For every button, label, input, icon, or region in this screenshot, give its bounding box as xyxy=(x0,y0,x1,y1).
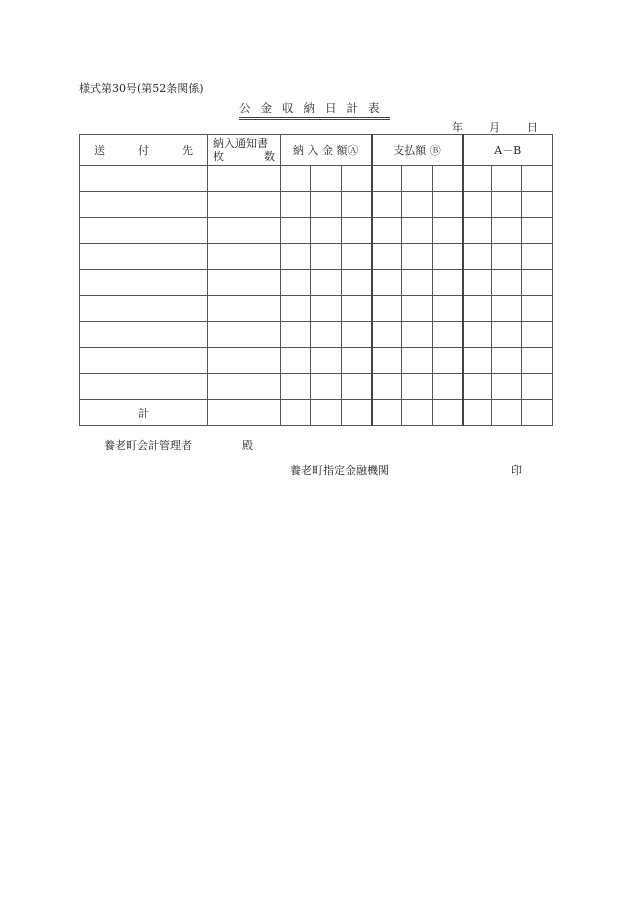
payment-amount-cell[interactable] xyxy=(311,270,342,296)
header-disbursement: 支払額 Ⓑ xyxy=(372,135,463,166)
destination-cell[interactable] xyxy=(80,192,208,218)
difference-cell[interactable] xyxy=(463,244,492,270)
destination-cell[interactable] xyxy=(80,322,208,348)
difference-cell[interactable] xyxy=(492,270,522,296)
notice-count-cell[interactable] xyxy=(208,400,281,426)
destination-cell[interactable] xyxy=(80,296,208,322)
payment-amount-cell[interactable] xyxy=(311,218,342,244)
notice-count-cell[interactable] xyxy=(208,270,281,296)
difference-cell[interactable] xyxy=(522,166,553,192)
disbursement-cell[interactable] xyxy=(372,348,402,374)
difference-cell[interactable] xyxy=(492,322,522,348)
disbursement-cell[interactable] xyxy=(433,322,463,348)
destination-cell[interactable] xyxy=(80,374,208,400)
table-row xyxy=(80,296,553,322)
disbursement-cell[interactable] xyxy=(402,374,433,400)
disbursement-cell[interactable] xyxy=(433,374,463,400)
header-text: 数 xyxy=(264,150,275,163)
disbursement-cell[interactable] xyxy=(402,166,433,192)
payment-amount-cell[interactable] xyxy=(311,374,342,400)
difference-cell[interactable] xyxy=(522,218,553,244)
header-destination xyxy=(80,135,208,166)
payment-amount-cell[interactable] xyxy=(311,192,342,218)
disbursement-cell[interactable] xyxy=(433,296,463,322)
disbursement-cell[interactable] xyxy=(402,348,433,374)
destination-cell[interactable] xyxy=(80,218,208,244)
payment-amount-cell[interactable] xyxy=(311,244,342,270)
difference-cell[interactable] xyxy=(522,244,553,270)
date-year: 年 xyxy=(452,121,463,134)
disbursement-cell[interactable] xyxy=(433,244,463,270)
disbursement-cell[interactable] xyxy=(402,322,433,348)
difference-cell[interactable] xyxy=(522,322,553,348)
payment-amount-cell[interactable] xyxy=(281,218,311,244)
seal-mark: 印 xyxy=(511,464,522,477)
payment-amount-cell[interactable] xyxy=(342,192,372,218)
payment-amount-cell[interactable] xyxy=(281,270,311,296)
difference-cell[interactable] xyxy=(492,348,522,374)
payment-amount-cell[interactable] xyxy=(311,348,342,374)
header-row xyxy=(80,135,553,166)
payment-amount-cell[interactable] xyxy=(281,374,311,400)
difference-cell[interactable] xyxy=(463,270,492,296)
table-row xyxy=(80,218,553,244)
payment-amount-cell[interactable] xyxy=(281,192,311,218)
payment-amount-cell[interactable] xyxy=(342,166,372,192)
difference-cell[interactable] xyxy=(463,400,492,426)
header-text: 送 xyxy=(94,144,105,157)
payment-amount-cell[interactable] xyxy=(342,270,372,296)
destination-cell[interactable] xyxy=(80,270,208,296)
header-text: 納入通知書 xyxy=(213,137,268,150)
disbursement-cell[interactable] xyxy=(372,400,402,426)
difference-cell[interactable] xyxy=(463,192,492,218)
difference-cell[interactable] xyxy=(492,374,522,400)
difference-cell[interactable] xyxy=(522,348,553,374)
difference-cell[interactable] xyxy=(492,400,522,426)
designated-bank: 養老町指定金融機関 xyxy=(290,464,389,477)
notice-count-cell[interactable] xyxy=(208,348,281,374)
payment-amount-cell[interactable] xyxy=(342,296,372,322)
payment-amount-cell[interactable] xyxy=(311,322,342,348)
total-row xyxy=(80,400,553,426)
payment-amount-cell[interactable] xyxy=(342,244,372,270)
payment-amount-cell[interactable] xyxy=(311,166,342,192)
payment-amount-cell[interactable] xyxy=(342,218,372,244)
table-row xyxy=(80,322,553,348)
notice-count-cell[interactable] xyxy=(208,296,281,322)
disbursement-cell[interactable] xyxy=(372,322,402,348)
payment-amount-cell[interactable] xyxy=(311,296,342,322)
notice-count-cell[interactable] xyxy=(208,192,281,218)
difference-cell[interactable] xyxy=(463,348,492,374)
disbursement-cell[interactable] xyxy=(402,270,433,296)
difference-cell[interactable] xyxy=(463,218,492,244)
payment-amount-cell[interactable] xyxy=(311,400,342,426)
payment-amount-cell[interactable] xyxy=(281,400,311,426)
header-text: 付 xyxy=(138,144,149,157)
payment-amount-cell[interactable] xyxy=(281,244,311,270)
disbursement-cell[interactable] xyxy=(433,400,463,426)
difference-cell[interactable] xyxy=(463,166,492,192)
payment-amount-cell[interactable] xyxy=(342,374,372,400)
total-label-cell: 計 xyxy=(80,400,208,426)
difference-cell[interactable] xyxy=(492,166,522,192)
header-notice-count xyxy=(208,135,281,166)
notice-count-cell[interactable] xyxy=(208,166,281,192)
date-day: 日 xyxy=(527,121,538,134)
payment-amount-cell[interactable] xyxy=(281,166,311,192)
disbursement-cell[interactable] xyxy=(372,192,402,218)
disbursement-cell[interactable] xyxy=(433,166,463,192)
disbursement-cell[interactable] xyxy=(372,270,402,296)
payment-amount-cell[interactable] xyxy=(281,296,311,322)
payment-amount-cell[interactable] xyxy=(342,322,372,348)
header-payment-amount: 納 入 金 額Ⓐ xyxy=(281,135,372,166)
notice-count-cell[interactable] xyxy=(208,218,281,244)
table-row xyxy=(80,270,553,296)
difference-cell[interactable] xyxy=(463,322,492,348)
date-month: 月 xyxy=(489,121,500,134)
notice-count-cell[interactable] xyxy=(208,322,281,348)
payment-amount-cell[interactable] xyxy=(342,348,372,374)
payment-amount-cell[interactable] xyxy=(342,400,372,426)
table-row xyxy=(80,244,553,270)
destination-cell[interactable] xyxy=(80,348,208,374)
difference-cell[interactable] xyxy=(492,192,522,218)
difference-cell[interactable] xyxy=(463,296,492,322)
difference-cell[interactable] xyxy=(522,270,553,296)
difference-cell[interactable] xyxy=(463,374,492,400)
addressee: 養老町会計管理者 xyxy=(104,439,192,452)
disbursement-cell[interactable] xyxy=(372,218,402,244)
payment-amount-cell[interactable] xyxy=(281,322,311,348)
payment-amount-cell[interactable] xyxy=(281,348,311,374)
header-difference: A－B xyxy=(463,135,553,166)
disbursement-cell[interactable] xyxy=(402,296,433,322)
header-text: 先 xyxy=(182,144,193,157)
destination-cell[interactable] xyxy=(80,244,208,270)
disbursement-cell[interactable] xyxy=(433,192,463,218)
table-row xyxy=(80,348,553,374)
difference-cell[interactable] xyxy=(522,400,553,426)
difference-cell[interactable] xyxy=(492,296,522,322)
disbursement-cell[interactable] xyxy=(372,296,402,322)
disbursement-cell[interactable] xyxy=(372,166,402,192)
difference-cell[interactable] xyxy=(522,192,553,218)
difference-cell[interactable] xyxy=(522,374,553,400)
table-row xyxy=(80,374,553,400)
document-title: 公金収納日計表 xyxy=(239,100,390,120)
disbursement-cell[interactable] xyxy=(402,192,433,218)
table-row xyxy=(80,166,553,192)
date-line xyxy=(452,119,538,135)
table-row xyxy=(80,192,553,218)
notice-count-cell[interactable] xyxy=(208,244,281,270)
daily-receipt-table xyxy=(79,134,553,426)
addressee-honorific: 殿 xyxy=(242,439,253,452)
disbursement-cell[interactable] xyxy=(372,374,402,400)
difference-cell[interactable] xyxy=(522,296,553,322)
form-number: 様式第30号(第52条関係) xyxy=(79,82,204,95)
header-text: 枚 xyxy=(213,150,224,163)
disbursement-cell[interactable] xyxy=(402,218,433,244)
disbursement-cell[interactable] xyxy=(402,244,433,270)
difference-cell[interactable] xyxy=(492,218,522,244)
destination-cell[interactable] xyxy=(80,166,208,192)
disbursement-cell[interactable] xyxy=(402,400,433,426)
disbursement-cell[interactable] xyxy=(433,218,463,244)
disbursement-cell[interactable] xyxy=(372,244,402,270)
disbursement-cell[interactable] xyxy=(433,348,463,374)
disbursement-cell[interactable] xyxy=(433,270,463,296)
notice-count-cell[interactable] xyxy=(208,374,281,400)
difference-cell[interactable] xyxy=(492,244,522,270)
